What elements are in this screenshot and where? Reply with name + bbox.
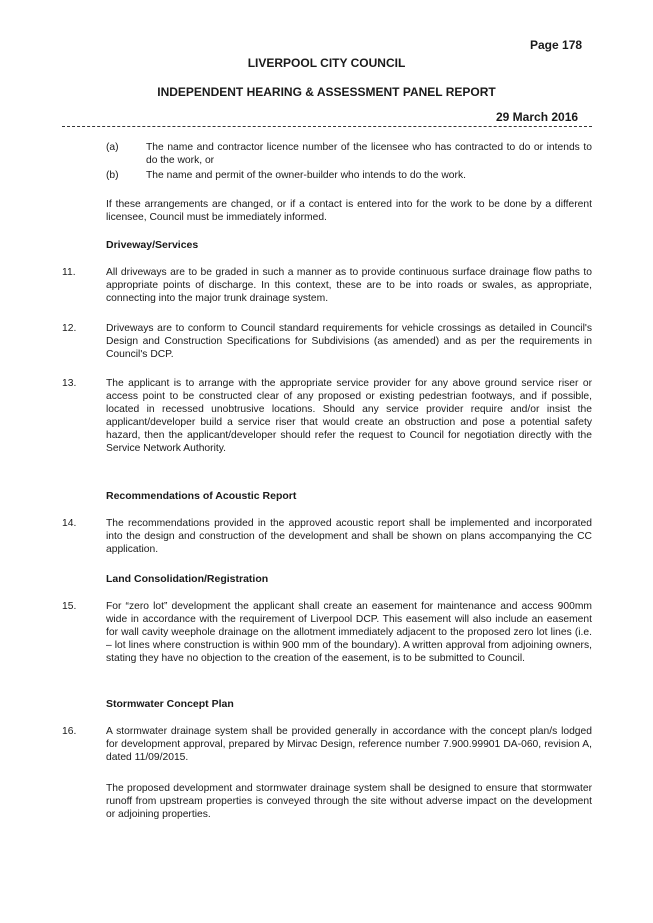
condition-text: Driveways are to conform to Council standard requirements for vehicle crossings as detailed in Council's Design and Construction Specifications for Subdivisions (as amended) and as per the requirements in Council's DCP.	[106, 323, 592, 360]
condition-text: A stormwater drainage system shall be provided generally in accordance with the concept plan/s lodged for development approval, prepared by Mirvac Design, reference number 7.900.99901 DA-060, revision A, dated 11/09/2015.	[106, 726, 592, 763]
sub-item-label: (a)	[106, 142, 119, 153]
report-title: INDEPENDENT HEARING & ASSESSMENT PANEL REPORT	[157, 85, 496, 99]
condition-number: 16.	[62, 726, 77, 737]
header-divider	[62, 126, 592, 127]
condition-number: 14.	[62, 518, 77, 529]
condition-text: The applicant is to arrange with the appropriate service provider for any above ground service riser or access point to be constructed clear of any proposed or existing pedestrian footways, and if possible, located in recessed unobtrusive locations. Should any service provider require and/or insist the applicant/developer build a service riser that would create an obstruction and pose a potential safety hazard, then the applicant/developer should refer the request to Council for negotiation directly with the Service Network Authority.	[106, 378, 592, 454]
council-title: LIVERPOOL CITY COUNCIL	[247, 56, 406, 70]
condition-text: For “zero lot” development the applicant shall create an easement for maintenance and access 900mm wide in accordance with the requirement of Liverpool DCP. This easement will also include an easement for wall cavity weephole drainage on the allotment immediately adjacent to the proposed zero lot lines (i.e. – lot lines where construction is within 900 mm of the boundary). A written approval from adjoining owners, stating they have no objection to the creation of the easement, is to be submitted to Council.	[106, 601, 592, 664]
sub-item-label: (b)	[106, 170, 119, 181]
stormwater-paragraph: The proposed development and stormwater drainage system shall be designed to ensure that stormwater runoff from upstream properties is conveyed through the site without adverse impact on the development or adjoining properties.	[106, 783, 592, 820]
condition-text: All driveways are to be graded in such a manner as to provide continuous surface drainage flow paths to appropriate points of discharge. In this context, these are to be into roads or swales, as appropriate, connecting into the major trunk drainage system.	[106, 267, 592, 304]
condition-text: The recommendations provided in the approved acoustic report shall be implemented and incorporated into the design and construction of the development and shall be shown on plans accompanying the CC application.	[106, 518, 592, 555]
sub-item-text: The name and permit of the owner-builder who intends to do the work.	[146, 170, 466, 181]
condition-number: 13.	[62, 378, 77, 389]
condition-number: 11.	[62, 267, 76, 278]
condition-number: 12.	[62, 323, 77, 334]
page-number: Page 178	[530, 38, 583, 52]
condition-number: 15.	[62, 601, 77, 612]
intro-paragraph: If these arrangements are changed, or if a contact is entered into for the work to be done by a different licensee, Council must be immediately informed.	[106, 199, 592, 223]
report-date: 29 March 2016	[496, 110, 579, 124]
heading-driveway-services: Driveway/Services	[106, 239, 199, 251]
heading-land-consolidation: Land Consolidation/Registration	[106, 573, 269, 585]
heading-stormwater-concept-plan: Stormwater Concept Plan	[106, 698, 234, 710]
sub-item-text: The name and contractor licence number of the licensee who has contracted to do or intends to do the work, or	[146, 142, 592, 166]
heading-acoustic-report: Recommendations of Acoustic Report	[106, 490, 297, 502]
